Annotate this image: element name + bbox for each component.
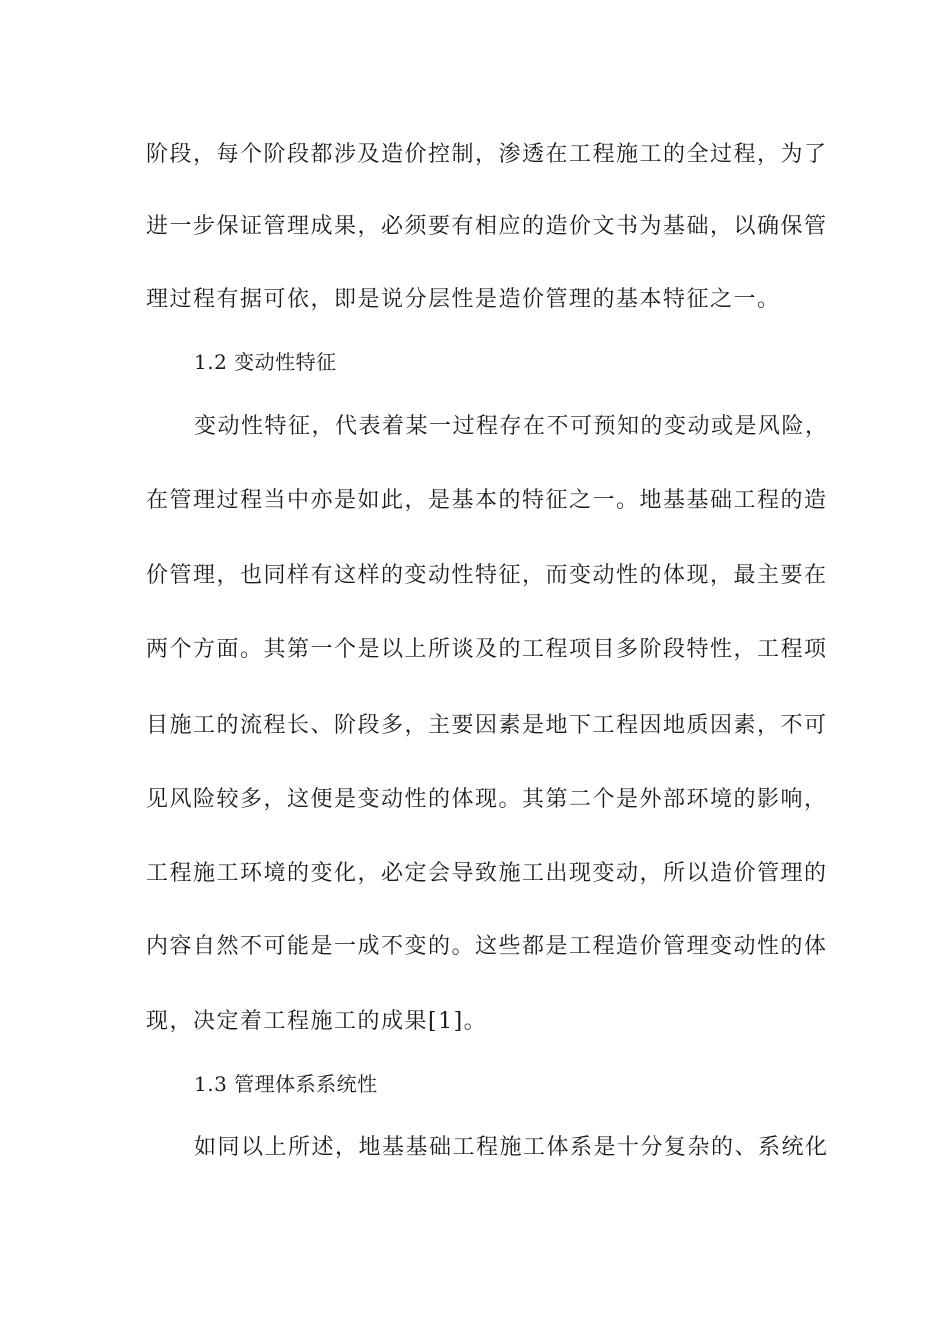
paragraph-line: 阶段，每个阶段都涉及造价控制，渗透在工程施工的全过程，为了 <box>146 142 828 167</box>
paragraph-line: 如同以上所述，地基基础工程施工体系是十分复杂的、系统化 <box>194 1135 829 1160</box>
paragraph-line: 内容自然不可能是一成不变的。这些都是工程造价管理变动性的体 <box>146 934 828 959</box>
section-heading: 1.2 变动性特征 <box>194 350 337 374</box>
paragraph-line: 两个方面。其第一个是以上所谈及的工程项目多阶段特性，工程项 <box>146 637 828 662</box>
paragraph-line: 见风险较多，这便是变动性的体现。其第二个是外部环境的影响， <box>146 787 828 812</box>
paragraph-line: 工程施工环境的变化，必定会导致施工出现变动，所以造价管理的 <box>146 861 828 886</box>
paragraph-line: 目施工的流程长、阶段多，主要因素是地下工程因地质因素，不可 <box>146 713 828 738</box>
paragraph-line: 进一步保证管理成果，必须要有相应的造价文书为基础，以确保管 <box>146 214 828 239</box>
paragraph-line: 变动性特征，代表着某一过程存在不可预知的变动或是风险， <box>194 414 829 439</box>
paragraph-line: 在管理过程当中亦是如此，是基本的特征之一。地基基础工程的造 <box>146 488 828 513</box>
paragraph-line: 现，决定着工程施工的成果[1]。 <box>146 1009 488 1034</box>
paragraph-line: 价管理，也同样有这样的变动性特征，而变动性的体现，最主要在 <box>146 563 828 588</box>
section-heading: 1.3 管理体系系统性 <box>194 1072 378 1096</box>
paragraph-line: 理过程有据可依，即是说分层性是造价管理的基本特征之一。 <box>146 287 781 312</box>
